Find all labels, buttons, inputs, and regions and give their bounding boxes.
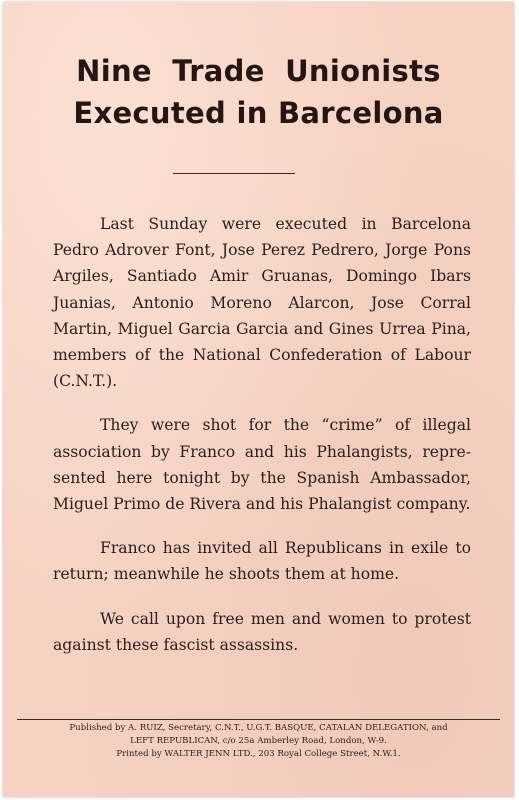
- footer-printer-line: Printed by WALTER JENN LTD., 203 Royal College Street, N.W.1.: [116, 749, 401, 759]
- paragraph-franco-invitation: Franco has invited all Republicans in exile to return; meanwhile he shoots them at home.: [53, 539, 471, 584]
- footer-divider: [17, 719, 500, 720]
- title-divider: [173, 173, 295, 174]
- footer-address-line: LEFT REPUBLICAN, c/o 25a Amberley Road, London, W-9.: [130, 736, 387, 746]
- paragraph-executions: Last Sunday were executed in Barcelona Pedro Adrover Font, Jose Perez Pedrero, Jorge Pons Argiles, Santiado Amir Gruanas, Domingo Ibars Juanias, Antonio Moreno Alarcon, Jose Corral Martin, Miguel Garcia Garcia and Gines Urrea Pina, members of the National Confederation of Labour (C.N.T.).: [53, 215, 471, 391]
- leaflet-sheet: [3, 2, 514, 797]
- paragraph-call-to-protest: We call upon free men and women to protest against these fascist assassins.: [53, 609, 471, 654]
- title-line-2: Executed in Barcelona: [73, 96, 444, 130]
- leaflet-title: [3, 50, 514, 134]
- leaflet-body: [53, 211, 471, 658]
- paragraph-crime: They were shot for the “crime” of illegal association by Franco and his Phalangists, represented here tonight by the Spanish Ambassador, Miguel Primo de Rivera and his Phalangist company.: [53, 416, 471, 514]
- footer-publisher-line: Published by A. RUIZ, Secretary, C.N.T., U.G.T. BASQUE, CATALAN DELEGATION, and: [69, 723, 448, 733]
- title-line-1: Nine Trade Unionists: [76, 54, 441, 88]
- imprint-footer: [17, 722, 500, 761]
